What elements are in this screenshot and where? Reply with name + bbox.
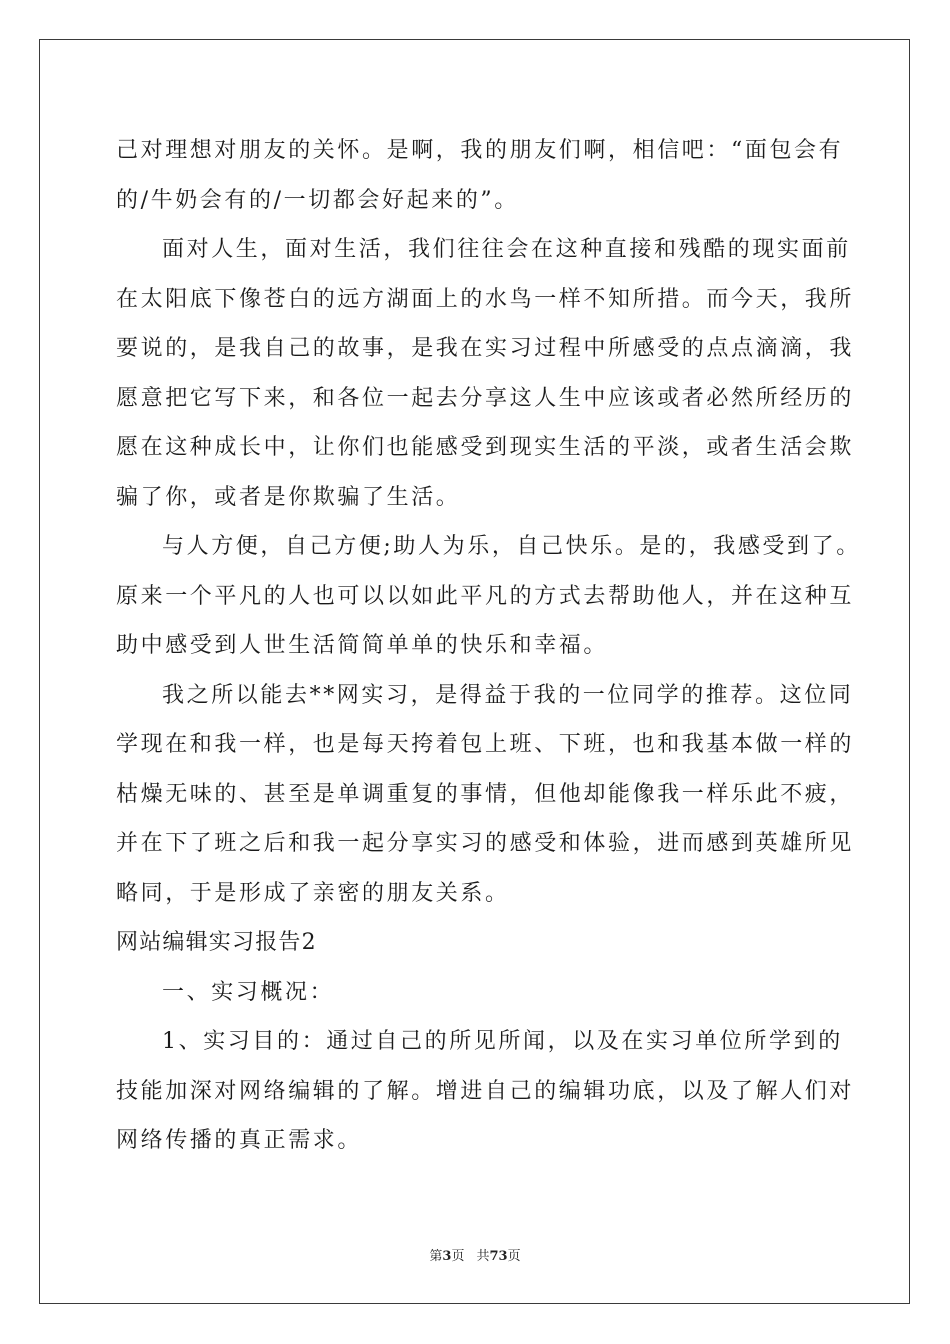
text-line: 的/牛奶会有的/一切都会好起来的”。 — [116, 187, 519, 213]
total-suffix: 页 — [507, 1249, 521, 1264]
page-suffix: 页 — [451, 1249, 465, 1264]
text-line: 在太阳底下像苍白的远方湖面上的水鸟一样不知所措。而今天，我所 — [116, 286, 855, 312]
text-line: 学现在和我一样，也是每天挎着包上班、下班，也和我基本做一样的 — [116, 732, 855, 757]
text-line: 并在下了班之后和我一起分享实习的感受和体验，进而感到英雄所见 — [116, 831, 855, 856]
paragraph-start: 1、实习目的：通过自己的所见所闻，以及在实习单位所学到的 — [162, 1029, 843, 1054]
total-pages: 73 — [489, 1249, 508, 1264]
text-line: 技能加深对网络编辑的了解。增进自己的编辑功底，以及了解人们对 — [116, 1078, 855, 1104]
page-number: 3 — [442, 1249, 452, 1264]
document-body — [116, 126, 861, 1166]
text-line: 要说的，是我自己的故事，是我在实习过程中所感受的点点滴滴，我 — [116, 336, 855, 361]
text-line: 愿在这种成长中，让你们也能感受到现实生活的平淡，或者生活会欺 — [116, 435, 855, 460]
text-line: 略同，于是形成了亲密的朋友关系。 — [116, 880, 510, 906]
text-line: 原来一个平凡的人也可以以如此平凡的方式去帮助他人，并在这种互 — [116, 583, 855, 609]
subsection-heading: 一、实习概况： — [162, 979, 335, 1005]
text-line: 助中感受到人世生活简简单单的快乐和幸福。 — [116, 633, 609, 658]
text-line: 枯燥无味的、甚至是单调重复的事情，但他却能像我一样乐此不疲， — [116, 781, 855, 807]
paragraph-start: 我之所以能去**网实习，是得益于我的一位同学的推荐。这位同 — [162, 682, 854, 708]
paragraph-start: 与人方便，自己方便;助人为乐，自己快乐。是的，我感受到了。 — [162, 534, 861, 559]
text-line: 网络传播的真正需求。 — [116, 1128, 363, 1153]
text-line: 骗了你，或者是你欺骗了生活。 — [116, 484, 461, 510]
page-prefix: 第 — [429, 1249, 443, 1264]
text-line: 己对理想对朋友的关怀。是啊，我的朋友们啊，相信吧：“面包会有 — [116, 138, 844, 163]
page-footer — [0, 1245, 950, 1264]
total-prefix: 共 — [476, 1249, 490, 1264]
paragraph-start: 面对人生，面对生活，我们往往会在这种直接和残酷的现实面前 — [162, 237, 851, 262]
section-heading: 网站编辑实习报告2 — [116, 930, 317, 955]
text-line: 愿意把它写下来，和各位一起去分享这人生中应该或者必然所经历的 — [116, 385, 855, 411]
